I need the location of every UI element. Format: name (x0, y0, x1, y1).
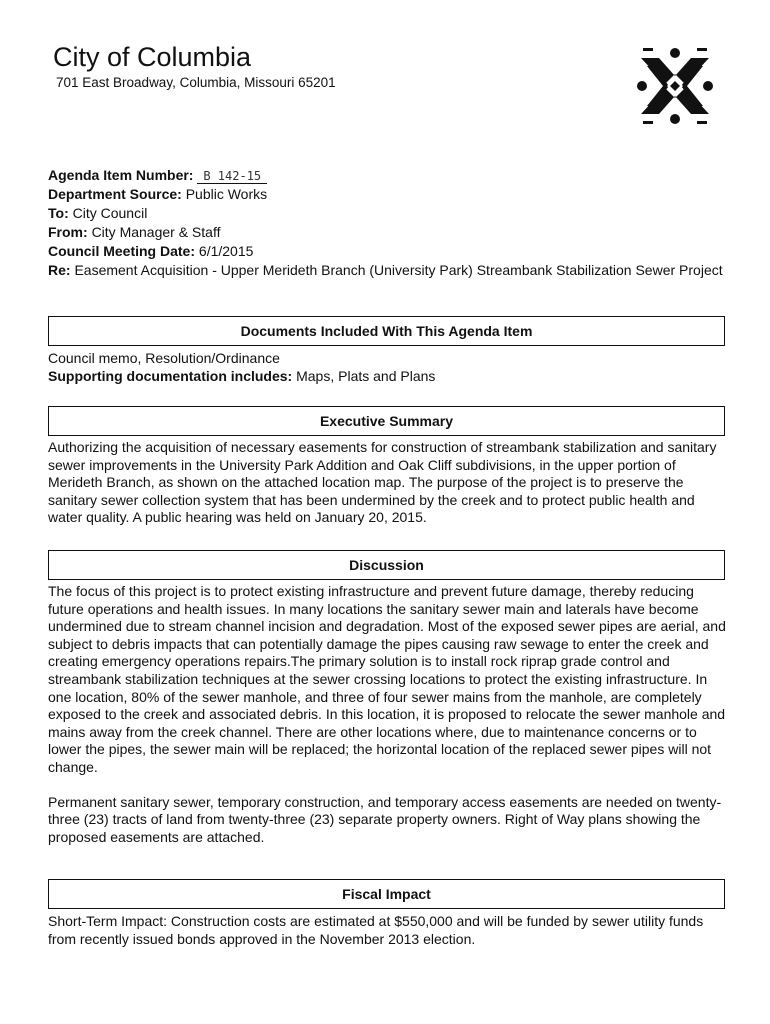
city-name-title: City of Columbia (53, 42, 252, 72)
department-value: Public Works (185, 186, 268, 202)
department-label: Department Source: (48, 186, 182, 202)
re-label: Re: (48, 262, 71, 278)
to-label: To: (48, 205, 69, 221)
fiscal-impact-body (48, 913, 730, 948)
to-row (48, 204, 728, 223)
meeting-date-label: Council Meeting Date: (48, 243, 196, 259)
department-row (48, 185, 728, 204)
fiscal-impact-text: Short-Term Impact: Construction costs are estimated at $550,000 and will be funded by sewer utility funds from recently issued bonds approved in the November 2013 election. (48, 913, 704, 947)
documents-section-body (48, 350, 730, 385)
from-row (48, 223, 728, 242)
city-of-columbia-logo-icon (633, 44, 717, 128)
supporting-docs-line (48, 368, 730, 386)
meeting-date-value: 6/1/2015 (198, 243, 254, 259)
from-label: From: (48, 224, 88, 240)
discussion-paragraph-2: Permanent sanitary sewer, temporary construction, and temporary access easements are needed on twenty-three (23) tracts of land from twenty-three (23) separate property owners. Right of Way plans showing the proposed easements are attached. (48, 793, 722, 845)
supporting-docs-label: Supporting documentation includes: (48, 367, 293, 384)
to-value: City Council (72, 205, 148, 221)
discussion-paragraph-1: The focus of this project is to protect existing infrastructure and prevent future damage, thereby reducing future operations and health issues. In many locations the sanitary sewer main and laterals have become undermined due to stream channel incision and degradation. Most of the exposed sewer pipes are aerial, and subject to debris impacts that can potentially damage the pipes causing raw sewage to enter the creek and creating emergency operations repairs.The primary solution is to install rock riprap grade control and streambank stabilization techniques at the sewer crossing locations to protect the existing infrastructure. In one location, 80% of the sewer manhole, and three of four sewer mains from the manhole, are completely exposed to the creek and associated debris. In this location, it is proposed to relocate the sewer manhole and mains away from the creek channel. There are other locations where, due to maintenance concerns or to lower the pipes, the sewer main will be replaced; the horizontal location of the replaced sewer pipes will not change. (48, 583, 726, 775)
from-value: City Manager & Staff (91, 224, 221, 240)
fiscal-impact-heading: Fiscal Impact (48, 879, 725, 909)
agenda-item-label: Agenda Item Number: (48, 167, 194, 183)
agenda-item-row (48, 166, 728, 185)
executive-summary-text: Authorizing the acquisition of necessary easements for construction of streambank stabilization and sanitary sewer improvements in the University Park Addition and Oak Cliff subdivisions, in the upper portion of Merideth Branch, as shown on the attached location map. The purpose of the project is to preserve the sanitary sewer collection system that has been undermined by the creek and to protect public health and water quality. A public hearing was held on January 20, 2015. (48, 439, 717, 526)
supporting-docs-value: Maps, Plats and Plans (296, 367, 436, 384)
executive-summary-body (48, 439, 730, 527)
agenda-meta-block (48, 166, 728, 280)
discussion-heading: Discussion (48, 550, 725, 580)
meeting-date-row (48, 242, 728, 261)
documents-section-heading: Documents Included With This Agenda Item (48, 316, 725, 346)
discussion-body (48, 583, 730, 846)
re-row (48, 261, 728, 280)
city-address: 701 East Broadway, Columbia, Missouri 65201 (56, 75, 336, 90)
re-value: Easement Acquisition - Upper Merideth Branch (University Park) Streambank Stabilization Sewer Project (74, 262, 723, 278)
agenda-item-number: B 142-15 (197, 169, 267, 184)
executive-summary-heading: Executive Summary (48, 406, 725, 436)
documents-line: Council memo, Resolution/Ordinance (48, 350, 280, 366)
